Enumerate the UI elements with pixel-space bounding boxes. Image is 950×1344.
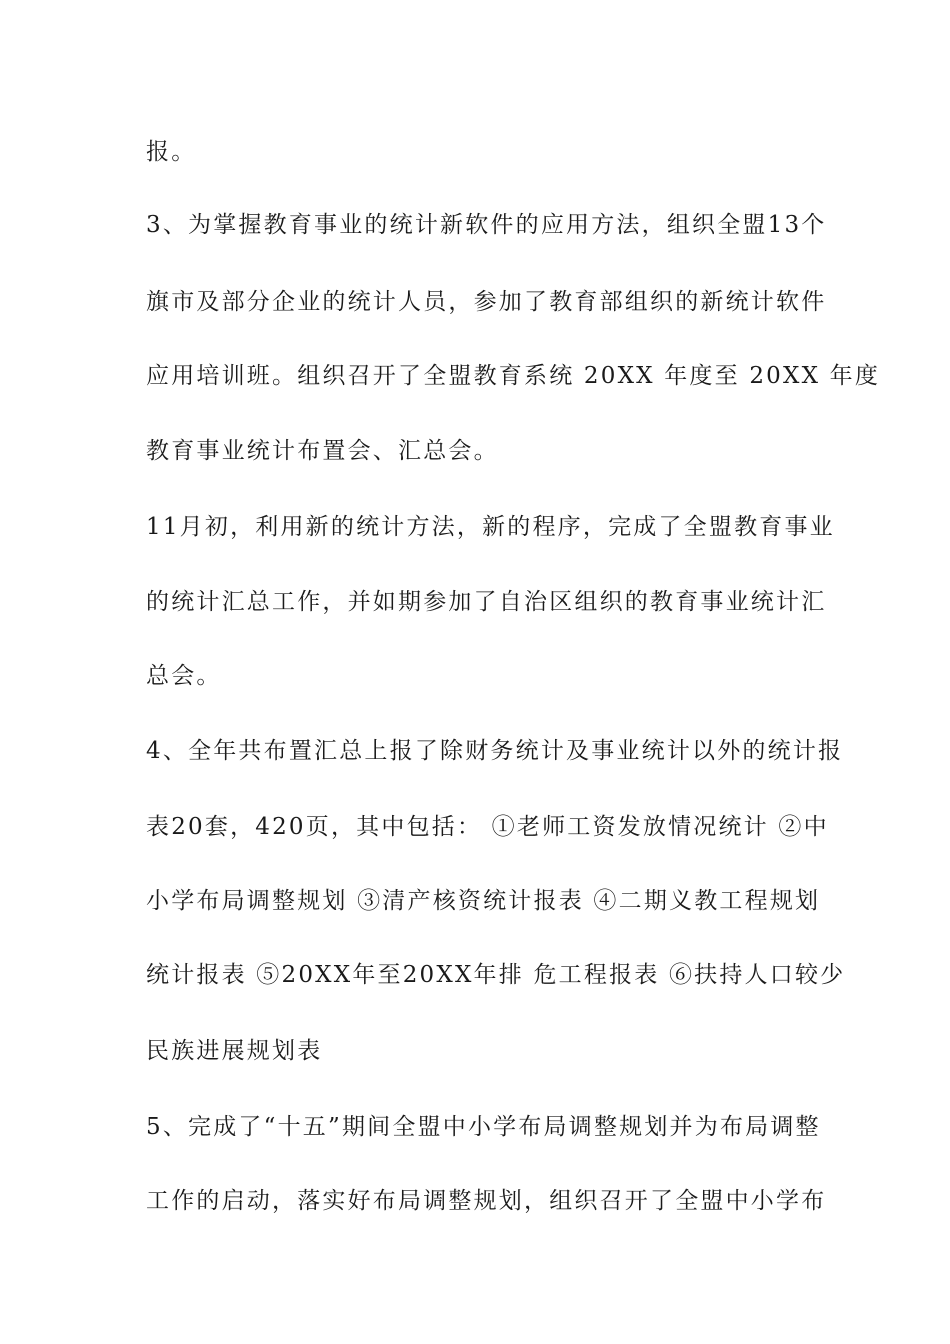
text-line-11: 小学布局调整规划 ③清产核资统计报表 ④二期义教工程规划	[146, 888, 821, 914]
text-line-13: 民族进展规划表	[146, 1038, 323, 1064]
text-line-14: 5、完成了“十五”期间全盟中小学布局调整规划并为布局调整	[146, 1114, 821, 1140]
text-line-5: 教育事业统计布置会、汇总会。	[146, 438, 499, 464]
text-line-7: 的统计汇总工作，并如期参加了自治区组织的教育事业统计汇	[146, 589, 827, 615]
text-line-4: 应用培训班。组织召开了全盟教育系统 20XX 年度至 20XX 年度	[146, 363, 881, 389]
text-line-9: 4、全年共布置汇总上报了除财务统计及事业统计以外的统计报	[146, 738, 844, 764]
text-line-8: 总会。	[146, 663, 222, 689]
text-line-1: 报。	[146, 139, 197, 165]
text-line-6: 11月初，利用新的统计方法，新的程序，完成了全盟教育事业	[146, 514, 835, 540]
text-line-15: 工作的启动，落实好布局调整规划，组织召开了全盟中小学布	[146, 1188, 827, 1214]
text-line-3: 旗市及部分企业的统计人员，参加了教育部组织的新统计软件	[146, 289, 827, 315]
text-line-12: 统计报表 ⑤20XX年至20XX年排 危工程报表 ⑥扶持人口较少	[146, 962, 846, 988]
text-line-2: 3、为掌握教育事业的统计新软件的应用方法，组织全盟13个	[146, 212, 827, 238]
text-line-10: 表20套，420页，其中包括： ①老师工资发放情况统计 ②中	[146, 814, 829, 840]
